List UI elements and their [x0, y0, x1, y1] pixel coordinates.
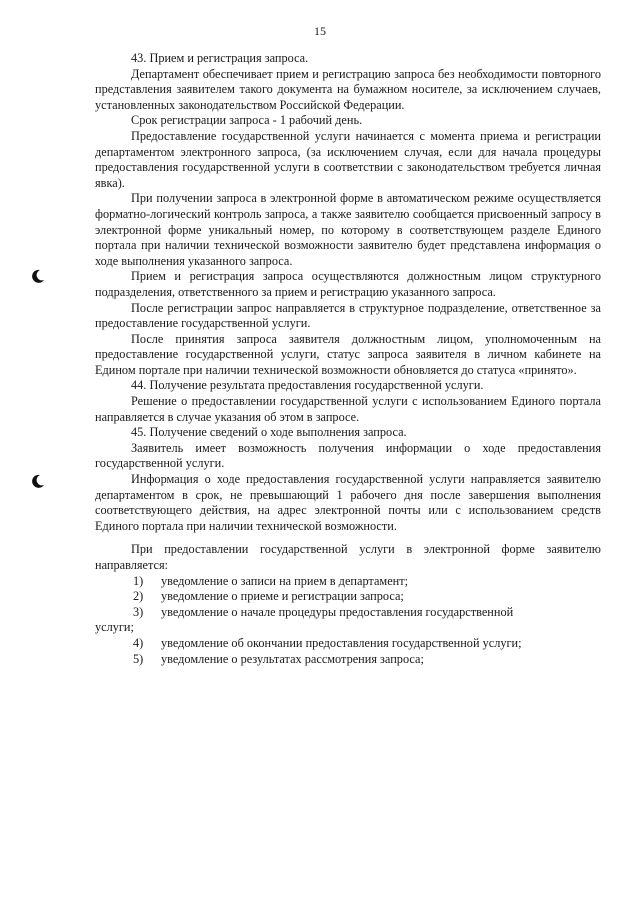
paragraph: При предоставлении государственной услуги в электронной форме заявителю направляется: — [95, 542, 601, 572]
list-item-number: 2) — [133, 589, 144, 604]
list-item-text: уведомление о записи на прием в департамент; — [161, 573, 409, 588]
section-heading-44: 44. Получение результата предоставления государственной услуги. — [131, 378, 484, 393]
section-heading-43: 43. Прием и регистрация запроса. — [131, 51, 309, 65]
paragraph: Прием и регистрация запроса осуществляются должностным лицом структурного подразделения, ответственного за прием и регистрацию указанного запроса. — [95, 269, 601, 299]
list-item-number: 3) — [133, 604, 144, 619]
page-number: 15 — [314, 24, 326, 38]
list-item-number: 4) — [133, 635, 144, 650]
list-item-number: 1) — [133, 573, 144, 588]
list-item-text: уведомление о начале процедуры предоставления государственной — [161, 604, 514, 619]
paragraph: После регистрации запрос направляется в структурное подразделение, ответственное за предоставление государственной услуги. — [95, 300, 601, 331]
section-heading-45: 45. Получение сведений о ходе выполнения запроса. — [131, 425, 407, 440]
list-item — [95, 605, 601, 621]
list-item-text: уведомление о приеме и регистрации запроса; — [161, 589, 404, 604]
margin-crescent-mark — [30, 473, 46, 489]
paragraph: Решение о предоставлении государственной услуги с использованием Единого портала направляется в случае указания об этом в запросе. — [95, 394, 601, 424]
list-item — [95, 652, 601, 668]
paragraph: Заявитель имеет возможность получения информации о ходе предоставления государственной услуги. — [95, 440, 601, 471]
paragraph: Информация о ходе предоставления государственной услуги направляется заявителю департаментом в срок, не превышающий 1 рабочего дня после завершения выполнения соответствующего действия, на адрес электронной почты или с использованием средств Единого портала при наличии технической возможности. — [95, 472, 601, 533]
list-item — [95, 574, 601, 590]
notification-list — [95, 574, 601, 668]
list-item-text: уведомление об окончании предоставления государственной услуги; — [161, 635, 522, 650]
list-item-continuation: услуги; — [95, 620, 134, 635]
list-item — [95, 589, 601, 605]
paragraph: После принятия запроса заявителя должностным лицом, уполномоченным на предоставление государственной услуги, статус запроса заявителя в личном кабинете на Едином портале при наличии технической возможности обновляется до статуса «принято». — [95, 331, 601, 377]
paragraph: Предоставление государственной услуги начинается с момента приема и регистрации департаментом электронного запроса, (за исключением случая, если для начала процедуры предоставления государственной услуги в соответствии с законодательством требуется личная явка). — [95, 128, 601, 190]
list-item-number: 5) — [133, 651, 144, 666]
paragraph: Срок регистрации запроса - 1 рабочий день. — [131, 113, 363, 128]
list-item-text: уведомление о результатах рассмотрения запроса; — [161, 651, 424, 666]
document-body — [95, 51, 601, 667]
margin-crescent-mark — [30, 268, 46, 284]
paragraph: При получении запроса в электронной форме в автоматическом режиме осуществляется форматно-логический контроль запроса, а также заявителю сообщается присвоенный запросу в электронной форме уникальный номер, по которому в соответствующем разделе Единого портала при наличии технической возможности заявителю будет представлена информация о ходе выполнения указанного запроса. — [95, 191, 601, 268]
paragraph: Департамент обеспечивает прием и регистрацию запроса без необходимости повторного представления заявителем такого документа на бумажном носителе, за исключением случаев, установленных законодательством Российской Федерации. — [95, 66, 601, 112]
list-item — [95, 636, 601, 652]
